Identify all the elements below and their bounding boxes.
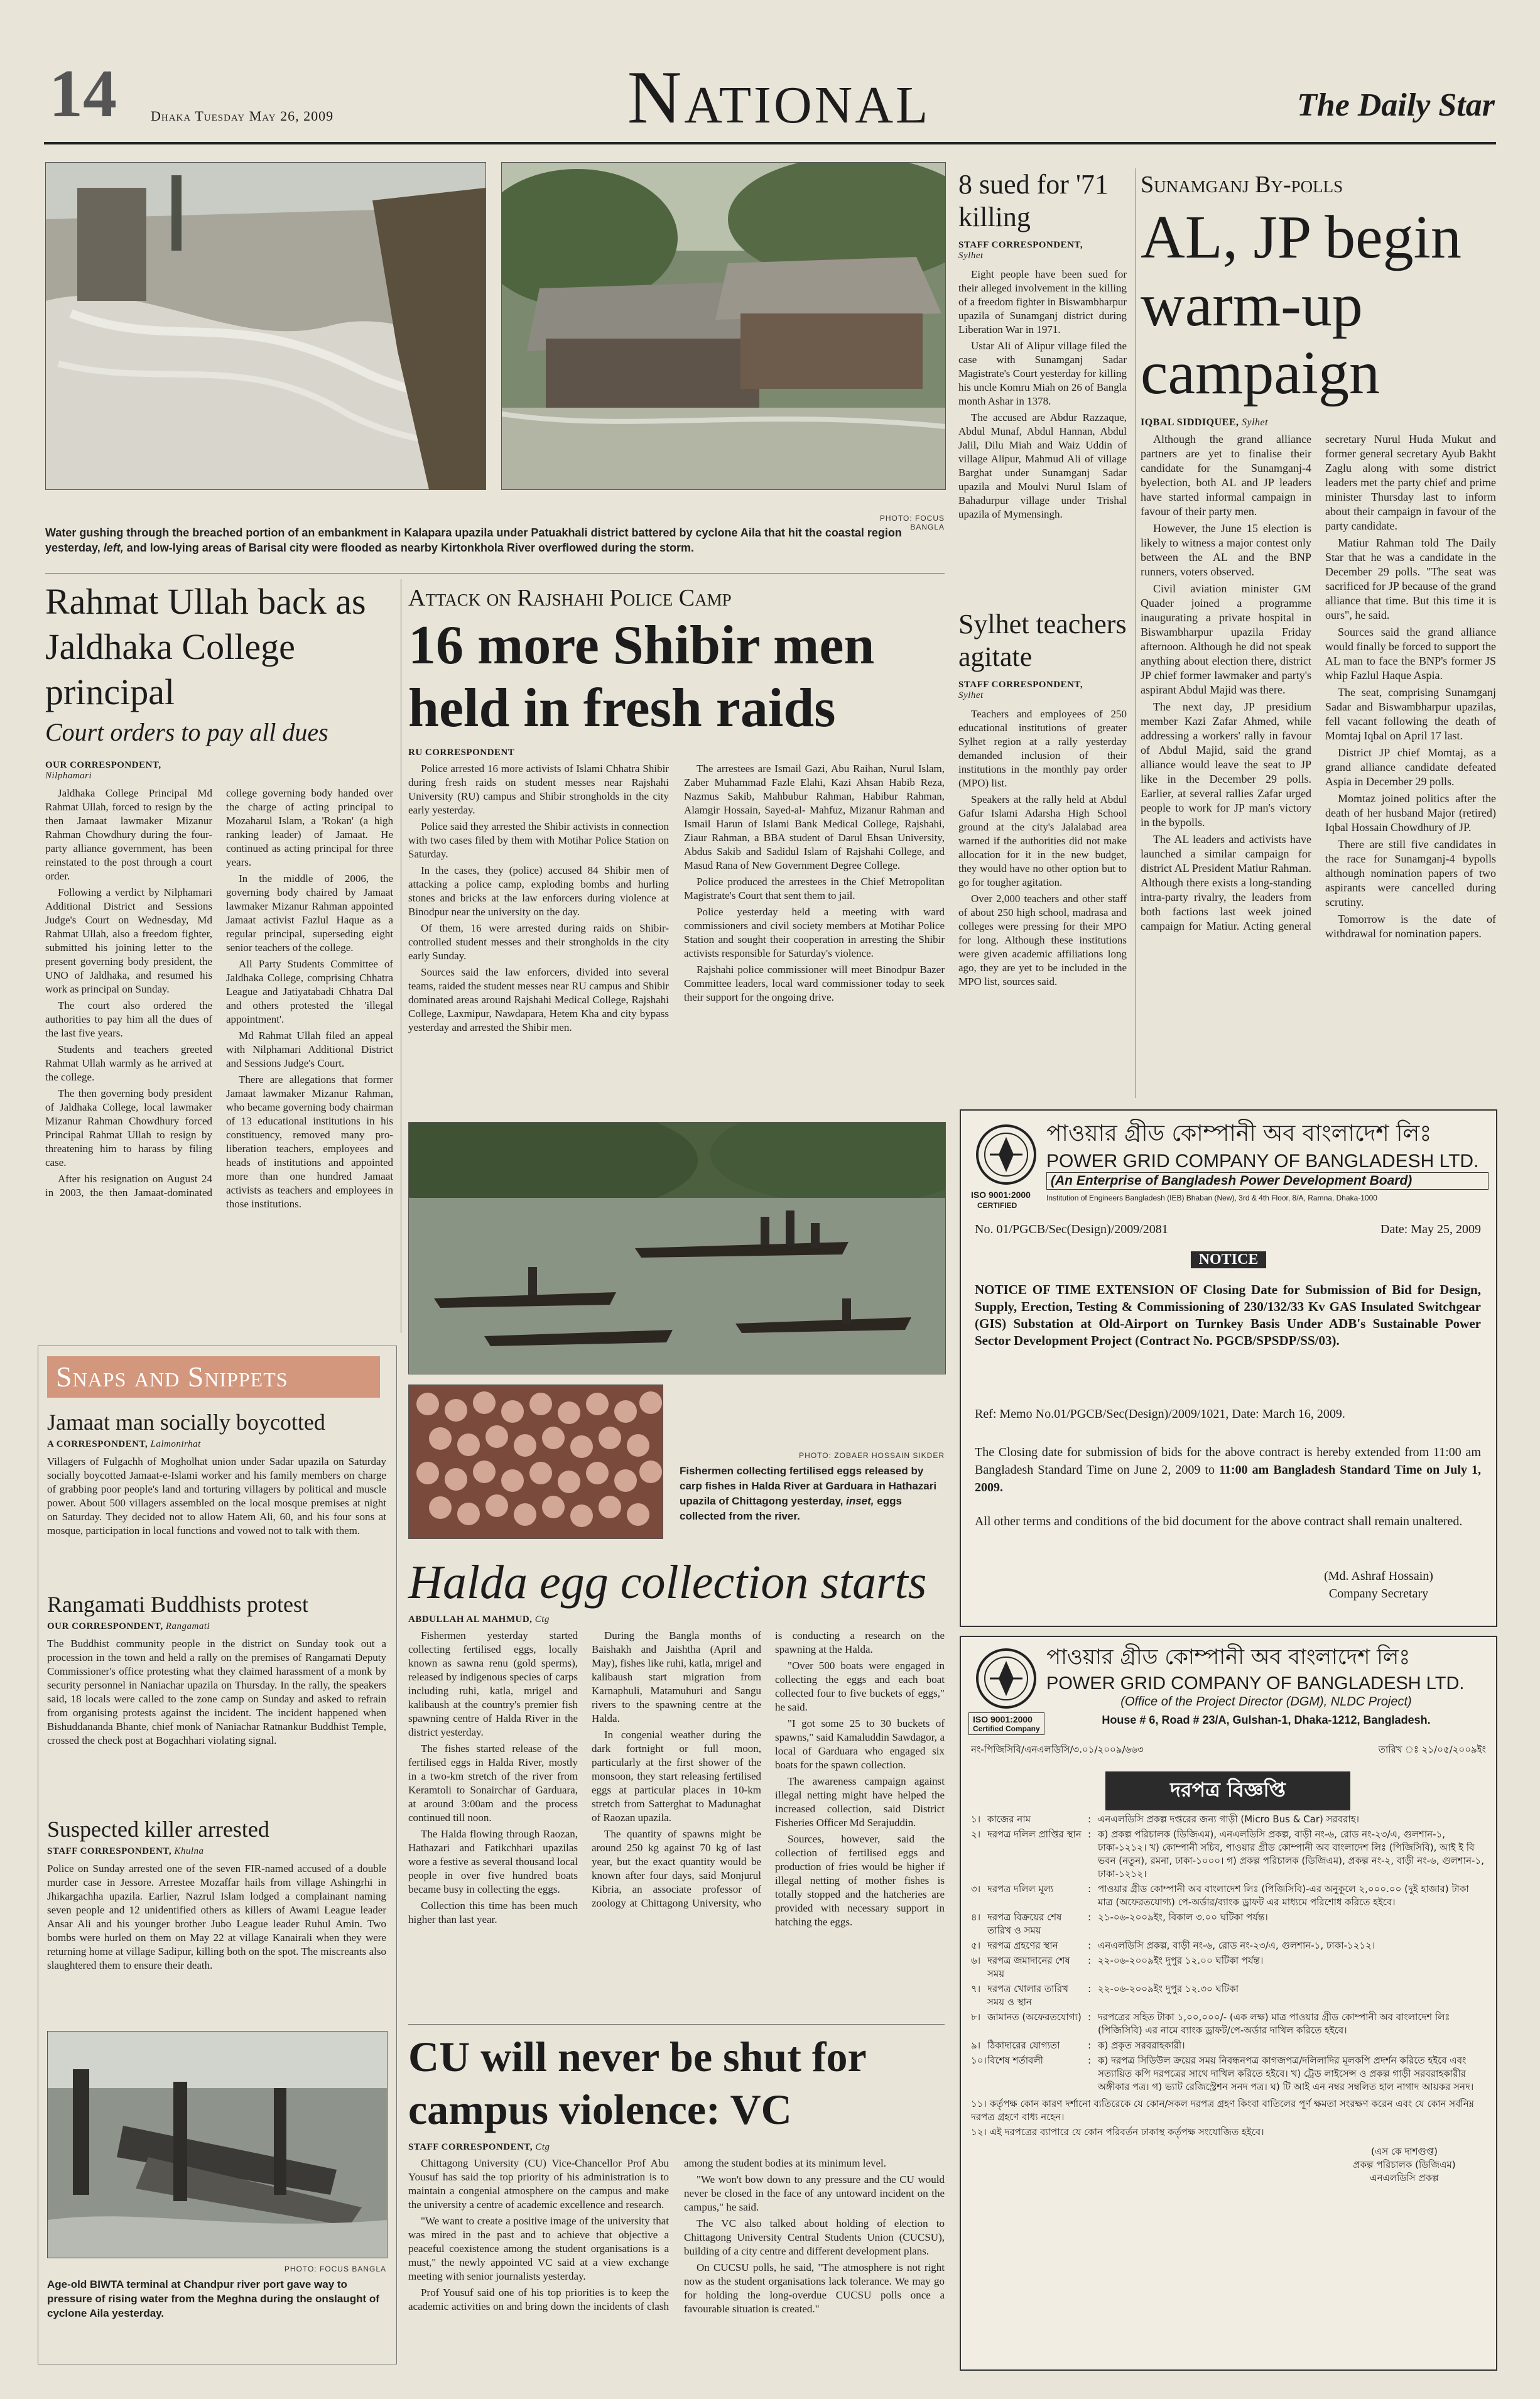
pgcb-closing	[975, 1444, 1481, 1496]
sunamganj-para: The AL leaders and activists have launched a similar campaign for district AL President Matiur Rahman. Although there exists a long-standing intra-party rivalry, the leaders from both factions last week joined campaign for Matiur. Acting general secretary Nurul Huda Mukut and former general secretary Ayub Bakht Zaglu along with some district leaders met the party chief and prime minister Thursday last to inform about their campaign in favour of the party candidate.	[1141, 433, 1496, 932]
shibir-para: Police yesterday held a meeting with ward commissioners and civil society members at Motihar Police Station and sought their cooperation in arresting the Shibir activists responsible for Saturday's violence.	[684, 906, 945, 959]
pgcb-tender-ad	[960, 1636, 1497, 2371]
cu-para: "We won't bow down to any pressure and the CU would never be closed in the face of any untoward incident on the campus," he said.	[684, 2173, 945, 2213]
tender-company: POWER GRID COMPANY OF BANGLADESH LTD.	[1046, 1673, 1465, 1694]
tender-signer-dept: এনএলডিসি প্রকল্প	[1370, 2172, 1439, 2184]
halda-para: Sources, however, said the collection of fertilised eggs and production of fries would be higher if illegal netting of mother fishes is totally stopped and the hatcheries are provided with necessary support in hatching the eggs.	[775, 1833, 945, 1928]
tender-signer: (এস কে দাশগুপ্ত)	[1371, 2146, 1438, 2157]
tender-date: তারিখ ঃ ২১/০৫/২০০৯ইং	[1378, 1744, 1486, 1755]
sued-byline: STAFF CORRESPONDENT, Sylhet	[958, 240, 1083, 261]
sunamganj-story	[1141, 171, 1496, 1101]
pgcb-iso: ISO 9001:2000	[971, 1190, 1031, 1200]
teachers-para: Speakers at the rally held at Abdul Gafur Islami Adarsha High School ground at the city's Jalalabad area warned if the authorities did not make allocation for it in the new budget, they would have no other option but to go for tougher agitation.	[958, 793, 1127, 888]
killer-byline: STAFF CORRESPONDENT, Khulna	[47, 1846, 204, 1856]
shibir-headline: 16 more Shibir men held in fresh raids	[408, 615, 875, 739]
pgcb-subject: NOTICE OF TIME EXTENSION OF Closing Date for Submission of Bid for Design, Supply, Erection, Testing & Commissioning of 230/132/33 Kv GAS Insulated Switchgear (GIS) Substation at Old-Airport on Turnkey Basis Under ADB's Sustainable Power Sector Development Project (Contract No. PGCB/SPSDP/SS/03).	[975, 1282, 1481, 1348]
pgcb-ref-memo: Ref: Memo No.01/PGCB/Sec(Design)/2009/1021, Date: March 16, 2009.	[975, 1407, 1345, 1421]
halda-photo-credit: PHOTO: ZOBAER HOSSAIN SIKDER	[799, 1451, 945, 1460]
shibir-para: In the cases, they (police) accused 84 Shibir men of attacking a police camp, exploding bombs and hurling stones and bricks at the law enforcers during violence at Binodpur near the university on the day.	[408, 864, 669, 918]
shibir-para: Police said they arrested the Shibir activists in connection with two cases filed by them with Motihar Police Station on Saturday.	[408, 820, 669, 860]
halda-para: In congenial weather during the dark fortnight or full moon, particularly at the first shower of the monsoon, they start releasing fertilised eggs at particular places in 10-km stretch from Satterghat to Madunaghat of Raozan upazila.	[592, 1729, 761, 1824]
rangamati-headline: Rangamati Buddhists protest	[47, 1592, 308, 1617]
sunamganj-kicker: Sunamganj By-polls	[1141, 171, 1343, 198]
rahmat-byline: OUR CORRESPONDENT, Nilphamari	[45, 760, 161, 781]
cu-headline: CU will never be shut for campus violence: VC	[408, 2033, 866, 2133]
boycott-body: Villagers of Fulgachh of Mogholhat union under Sadar upazila on Saturday socially boycotted Jamaat-e-Islami worker and his family members on charge of grabbing poor people's land and torturing villagers by political and muscle power. About 500 villagers assembled on the local mosque premises at night on Saturday. They decided not to allow Hatem Ali, 60, and his four sons at mosque, participation in local functions and vowed not to talk with them.	[47, 1455, 386, 1537]
ferry-terminal-image	[48, 2032, 387, 2258]
halda-byline: ABDULLAH AL MAHMUD, Ctg	[408, 1614, 550, 1624]
rahmat-para: All Party Students Committee of Jaldhaka College, comprising Chhatra League and Jatiyatabadi Chhatra Dal and others protested the 'illegal appointment'.	[226, 958, 393, 1025]
sunamganj-para: Sources said the grand alliance would finally be forced to support the AL man to face the BNP's former JS whip Fazlul Haque Aspia.	[1325, 626, 1496, 682]
teachers-body	[958, 707, 1127, 1047]
pgcb-notice-ad	[960, 1109, 1497, 1627]
tender-row: ২। দরপত্র দলিল প্রাপ্তির স্থান : ক) প্রকল্প পরিচালক (ডিজিএম), এনএলডিসি প্রকল্প, বাড়ী নং-৬, রোড নং-২৩/এ, গুলশান-১, ঢাকা-১২১২। খ) কোম্পানী সচিব, পাওয়ার গ্রীড কোম্পানী অব বাংলাদেশ লিঃ (পিজিসিবি), আই ই বি ভবন (নতুন), রমনা, ঢাকা-১০০০। গ) প্রকল্প পরিচালক (ডিজিএম), প্রকল্প নং-২, বাড়ী নং-৬, গুলশান-১, ঢাকা-১২১২।	[971, 1829, 1484, 1879]
pgcb-ref-no: No. 01/PGCB/Sec(Design)/2009/2081	[975, 1222, 1168, 1236]
shibir-para: The arrestees are Ismail Gazi, Abu Raihan, Nurul Islam, Zaber Muhammad Fazle Elahi, Kazi Ahsan Habib Reza, Nazmus Sakib, Mahbubur Rahman, Habibur Rahman, Alamgir Hossain, Sayed-al- Mahfuz, Mizanur Rahman and Ismail Harun of Islami Bank Medical College, Rajshahi, Ziaur Rahman, a BBA student of Darul Ehsan University, Abdus Sakib and Sadidul Islam of Rajshahi College, and Masud Rana of New Government Degree College.	[684, 763, 945, 871]
rahmat-para: The then governing body president of Jaldhaka College, local lawmaker Mizanur Rahman Chowdhury forced Principal Rahmat Ullah to resign by threatening him to harass by filing case.	[45, 1087, 212, 1168]
halda-story	[408, 1554, 945, 2019]
pgcb-iso-sub: CERTIFIED	[977, 1201, 1017, 1210]
pgcb-closing-lead: The Closing date for submission of bids for the above contract is hereby extended from 11:00 am Bangladesh Standard Time on June 2, 2009 to	[975, 1445, 1481, 1477]
section-rule	[45, 573, 945, 574]
pgcb-signer: (Md. Ashraf Hossain)	[1324, 1569, 1433, 1583]
tender-memo: নং-পিজিসিবি/এনএলডিসি/৩.০১/২০০৯/৬৬৩	[971, 1744, 1144, 1755]
masthead	[44, 57, 1496, 138]
rahmat-para: After his resignation on August 24 in 2003, the then Jamaat-dominated college governing body handed over the charge of acting principal to Mozaharul Islam, a 'Rokan' (a high ranking leader) of Jamaat. He continued as acting principal for three years.	[45, 787, 393, 1199]
rahmat-story	[45, 579, 393, 1339]
flood-houses-image	[502, 163, 945, 489]
halda-boats-photo	[408, 1122, 946, 1374]
pgcb-tender-logo	[975, 1647, 1038, 1710]
tender-footer-2: ১২। এই দরপত্রের ব্যাপারে যে কোন পরিবর্তন ঢাকাস্থ কর্তৃপক্ষ সংযোজিত হইবে।	[971, 2126, 1264, 2138]
cu-para: Prof Yousuf said one of his top priorities is to keep the academic activities on and bring down the incidents of clash among the student bodies at its minimum level.	[408, 2157, 887, 2312]
pgcb-other-terms: All other terms and conditions of the bid document for the above contract shall remain unaltered.	[975, 1515, 1463, 1528]
tender-address: House # 6, Road # 23/A, Gulshan-1, Dhaka-1212, Bangladesh.	[1102, 1714, 1431, 1726]
rangamati-byline: OUR CORRESPONDENT, Rangamati	[47, 1621, 210, 1631]
halda-caption-rest: eggs collected from the river.	[680, 1495, 902, 1522]
shibir-para: Police produced the arrestees in the Chief Metropolitan Magistrate's Court that sent them to jail.	[684, 876, 945, 901]
halda-headline: Halda egg collection starts	[408, 1556, 927, 1609]
tender-row: ১। কাজের নাম : এনএলডিসি প্রকল্প দপ্তরের জন্য গাড়ী (Micro Bus & Car) সরবরাহ।	[971, 1814, 1360, 1825]
ferry-photo-credit: PHOTO: FOCUS BANGLA	[284, 2265, 386, 2273]
tender-company-bn: পাওয়ার গ্রীড কোম্পানী অব বাংলাদেশ লিঃ	[1046, 1645, 1411, 1670]
rahmat-para: Jaldhaka College Principal Md Rahmat Ullah, forced to resign by the then Jamaat lawmaker Mizanur Rahman Chowdhury during the four-party alliance government, has been reinstated to the post through a court order.	[45, 787, 212, 882]
pgcb-signer-title: Company Secretary	[1328, 1587, 1429, 1601]
sunamganj-para: Momtaz joined politics after the death of her husband Major (retired) Iqbal Hossain Chowdhury of JP.	[1325, 792, 1496, 834]
sunamganj-para: The next day, JP presidium member Kazi Zafar Ahmed, while addressing a workers' rally in favour of Abdul Majid, said the grand alliance would leave the seat to JP like in the December 29 polls. Earlier, at several rallies Zafar urged people to work for JP man's victory in the bypolls.	[1141, 700, 1311, 829]
halda-photo-caption	[680, 1464, 945, 1524]
cu-para: "We want to create a positive image of the university that was mired in the past and to achieve that objective a peaceful coexistence among the student organisations is a must," the newly appointed VC said at a view exchange meeting with senior journalists yesterday.	[408, 2215, 669, 2282]
shibir-para: Rajshahi police commissioner will meet Binodpur Bazer Committee leaders, local ward commissioner today to seek their support for the ongoing drive.	[684, 964, 945, 1003]
tender-table	[971, 1813, 1486, 2185]
tender-row: ৪। দরপত্র বিক্রয়ের শেষ তারিখ ও সময় : ২১-০৬-২০০৯ইং, বিকাল ৩.০০ ঘটিকা পর্যন্ত।	[971, 1912, 1268, 1936]
sued-para: The accused are Abdur Razzaque, Abdul Munaf, Abdul Hannan, Abdul Jalil, Dilu Miah and Waiz Uddin of village Alipur, Mahmud Ali of village Barghat under Sunamganj Sadar upazila and Moulvi Nurul Islam of Bahadurpur village under Trishal upazila of Mymensingh.	[958, 411, 1127, 520]
ferry-terminal-photo	[47, 2031, 388, 2258]
halda-para: "I got some 25 to 30 buckets of spawns," said Kamaluddin Sawdagor, a local of Garduara who engaged six boats for the spawn collection.	[775, 1717, 945, 1771]
sued-headline: 8 sued for '71 killing	[958, 169, 1109, 232]
sunamganj-headline: AL, JP begin warm-up campaign	[1141, 204, 1461, 407]
pgcb-company-bn: পাওয়ার গ্রীড কোম্পানী অব বাংলাদেশ লিঃ	[1046, 1121, 1432, 1146]
sunamganj-para: District JP chief Momtaj, as a grand alliance candidate defeated Aspia in December 29 polls.	[1325, 746, 1496, 788]
tender-row: ১০। বিশেষ শর্তাবলী : ক) দরপত্র সিডিউল ক্রয়ের সময় নিবন্ধনপত্র কাগজপত্র/দলিলাদির মূলকপি প্রদর্শন করিতে হইবে এবং সত্যায়িত কপি দরপত্রের সাথে দাখিল করিতে হইবে। খ) ট্রেড লাইসেন্স ও প্রকল্প গাড়ী সরবরাহকারীর অঙ্গীকার পত্র। গ) ভ্যাট রেজিস্ট্রেশন সনদ পত্র। ঘ) টি আই এন নম্বর সম্বলিত হাল নাগাদ আয়কর সনদ।	[971, 2055, 1474, 2092]
shibir-para: Police arrested 16 more activists of Islami Chhatra Shibir during fresh raids on student messes near Rajshahi University (RU) campus and Shibir strongholds in the city early yesterday.	[408, 763, 669, 816]
tender-iso	[968, 1712, 1044, 1735]
cu-para: Chittagong University (CU) Vice-Chancellor Prof Abu Yousuf has said the top priority of his administration is to maintain a congenial atmosphere on the campus and make the university a centre of academic excellence and research.	[408, 2157, 669, 2211]
shibir-para: Sources said the law enforcers, divided into several teams, raided the student messes near RU campus and Shibir dominated areas around Rajshahi Medical College, Rajshahi College, Laxmipur, Nawdapara, Hetem Kha and city bypass yesterday and arrested the Shibir men.	[408, 966, 669, 1033]
sued-para: Eight people have been sued for their alleged involvement in the killing of a freedom fighter in Biswambharpur upazila of Sunamganj district during Liberation War in 1971.	[958, 268, 1127, 335]
flood-houses-photo	[501, 162, 946, 490]
cu-para: On CUCSU polls, he said, "The atmosphere is not right now as the student organisations lack tolerance. We may go for holding the long-overdue CUCSU polls once a favourable situation is created."	[684, 2261, 945, 2315]
top-photo-caption	[45, 525, 945, 555]
snaps-box	[38, 1346, 397, 2364]
halda-para: During the Bangla months of Baishakh and Jaishtha (April and May), fishes like ruhi, katla, mrigel and kalibaush start migration from Karnaphuli, Matamuhuri and Sangu rivers to the spawning centre at the Halda.	[592, 1629, 761, 1724]
tender-signer-block	[1323, 2145, 1486, 2185]
teachers-byline: STAFF CORRESPONDENT, Sylhet	[958, 680, 1083, 700]
sunamganj-para: However, the June 15 election is likely to witness a major contest only between the AL and the BNP runners, voters observed.	[1141, 522, 1311, 578]
dateline: Dhaka Tuesday May 26, 2009	[151, 108, 334, 124]
cu-body	[408, 2157, 945, 2345]
halda-caption-lead: Fishermen collecting fertilised eggs released by carp fishes in Halda River at Garduara in Hathazari upazila of Chittagong yesterday,	[680, 1465, 937, 1507]
top-caption-lead: Water gushing through the breached portion of an embankment in Kalapara upazila under Patuakhali district battered by cyclone Aila that hit the coastal region yesterday,	[45, 526, 902, 554]
sued-para: Ustar Ali of Alipur village filed the case with Sunamganj Sadar Magistrate's Court yesterday for killing his uncle Komru Miah on 26 of Bangla month Ashar in 1378.	[958, 340, 1127, 407]
cu-byline: STAFF CORRESPONDENT, Ctg	[408, 2142, 550, 2152]
rahmat-para: Following a verdict by Nilphamari Additional District and Sessions Judge's Court on Wednesday, Md Rahmat Ullah, also a freedom fighter, submitted his joining letter to the present governing body president, the UNO of Jaldhaka, and resumed his work as principal on Sunday.	[45, 886, 212, 995]
pgcb-notice-title: NOTICE	[1191, 1251, 1266, 1268]
page-number: 14	[49, 57, 117, 131]
rahmat-para: The court also ordered the authorities to pay him all the dues of the last five years.	[45, 999, 212, 1039]
section-title: National	[627, 55, 931, 139]
pgcb-date: Date: May 25, 2009	[1380, 1222, 1481, 1236]
halda-boats-image	[409, 1123, 945, 1374]
embankment-image	[46, 163, 485, 489]
tender-title: দরপত্র বিজ্ঞপ্তি	[1105, 1771, 1350, 1810]
shibir-kicker: Attack on Rajshahi Police Camp	[408, 585, 732, 611]
snaps-banner	[47, 1356, 380, 1398]
fish-eggs-image	[409, 1385, 663, 1538]
rahmat-headline: Rahmat Ullah back as Jaldhaka College principal	[45, 581, 366, 712]
ferry-photo-caption: Age-old BIWTA terminal at Chandpur river port gave way to pressure of rising water from the Meghna during the onslaught of cyclone Aila yesterday.	[47, 2278, 379, 2319]
rahmat-para: In the middle of 2006, the governing body chaired by Jamaat lawmaker Mizanur Rahman appointed Jamaat activist Fazlul Haque as a regular principal, superseding eight senior teachers of the college.	[226, 873, 393, 954]
sunamganj-para: Matiur Rahman told The Daily Star that he was a candidate in the December 29 polls. "The seat was sacrificed for JP because of the grand alliance that time. But this time it is ours", he said.	[1325, 536, 1496, 621]
tender-office: (Office of the Project Director (DGM), NLDC Project)	[1120, 1695, 1412, 1709]
halda-body	[408, 1629, 945, 2006]
sued-body	[958, 268, 1127, 594]
pgcb-logo	[975, 1123, 1038, 1186]
teachers-story	[958, 608, 1127, 1085]
rangamati-body: The Buddhist community people in the district on Sunday took out a procession in the town and held a rally on the premises of Rangamati Deputy Commissioner's office protesting what they claimed harassment of a monk by security personnel in Naniachar upazila on Thursday. In the rally, the speakers said, 18 locals were called to the zone camp on Sunday and asked to refrain from organising protests against the incident. The incident happened when Bishuddananda Bhante, chief monk of Naniachar Ratnankur Buddhist Temple, crossed the check post at Bogachhari violating signal.	[47, 1638, 386, 1746]
tender-row: ৯। ঠিকাদারের যোগ্যতা : ক) প্রকৃত সরবরাহকারী।	[971, 2040, 1185, 2051]
pgcb-closing-bold: 11:00 am Bangladesh Standard Time on July 1, 2009.	[975, 1463, 1482, 1494]
pgcb-company: POWER GRID COMPANY OF BANGLADESH LTD.	[1046, 1151, 1479, 1172]
embankment-photo	[45, 162, 486, 490]
tender-row: ৭। দরপত্র খোলার তারিখ সময় ও স্থান : ২২-০৬-২০০৯ইং দুপুর ১২.৩০ ঘটিকা	[971, 1983, 1239, 2008]
cu-story	[408, 2030, 945, 2369]
halda-caption-inset: inset,	[846, 1495, 874, 1507]
killer-headline: Suspected killer arrested	[47, 1817, 269, 1842]
halda-eggs-inset	[408, 1384, 663, 1539]
rahmat-body	[45, 786, 393, 1339]
teachers-headline: Sylhet teachers agitate	[958, 609, 1127, 672]
tender-signer-title: প্রকল্প পরিচালক (ডিজিএম)	[1353, 2159, 1456, 2170]
sunamganj-body	[1141, 432, 1496, 1060]
top-caption-rest: and low-lying areas of Barisal city were flooded as nearby Kirtonkhola River overflowed during the storm.	[126, 541, 694, 554]
pgcb-tender-logo-icon	[975, 1647, 1038, 1710]
killer-body: Police on Sunday arrested one of the seven FIR-named accused of a double murder case in Jessore. Arrestee Mozaffar hails from village Ashingrhi in Jhikargachha upazila. Earlier, Nazrul Islam lodged a complainant naming seven people and 12 unidentified others as killers of Awami League leader Ansar Ali and his younger brother Jubo League leader Ruhul Amin. Two bombs were hurled on them on May 22 at village Kanairali when they were returning home at village Sadipur, killing both on the spot. The miscreants also slaughtered them to ensure their death.	[47, 1863, 386, 1971]
halda-para: Fishermen yesterday started collecting fertilised eggs, locally known as sawna renu (gold sperms), released by indigenous species of carps including ruhi, katla, mrigel and kalibaush at the country's premier fish spawning centre of Halda River in the district yesterday.	[408, 1629, 578, 1738]
sunamganj-para: Civil aviation minister GM Quader joined a programme inaugurating a private hospital in Biswambharpur upazila Friday afternoon. Although he did not speak anything about election there, district JP chief former lawmaker and party's aspirant Abdul Majid was there.	[1141, 582, 1311, 696]
pgcb-address: Institution of Engineers Bangladesh (IEB) Bhaban (New), 3rd & 4th Floor, 8/A, Ramna, Dhaka-1000	[1046, 1194, 1377, 1202]
rahmat-para: There are allegations that former Jamaat lawmaker Mizanur Rahman, who became governing body chairman of 13 educational institutions in his constituency, removed many pro-liberation teachers, employees and heads of institutions and appointed more than one hundred Jamaat activists as teachers and employees in those institutions.	[226, 1074, 393, 1210]
tender-row: ৩। দরপত্র দলিল মূল্য : পাওয়ার গ্রীড কোম্পানী অব বাংলাদেশ লিঃ (পিজিসিবি)-এর অনুকূলে ২,০০০.০০ (দুই হাজার) টাকা মাত্র (অফেরতযোগ্য) পে-অর্ডার/ব্যাংক ড্রাফট এর মাধ্যমে পরিশোধ করিতে হইবে।	[971, 1883, 1469, 1908]
sunamganj-para: The seat, comprising Sunamganj Sadar and Biswambharpur upazilas, fell vacant following the death of Momtaj Iqbal on April 17 last.	[1325, 686, 1496, 742]
sunamganj-byline: IQBAL SIDDIQUEE, Sylhet	[1141, 417, 1269, 428]
tender-row: ৮। জামানত (অফেরতযোগ্য) : দরপত্রের সহিত টাকা ১,০০,০০০/- (এক লক্ষ) মাত্র পাওয়ার গ্রীড কোম্পানী অব বাংলাদেশ লিঃ (পিজিসিবি) এর নামে ব্যাংক ড্রাফট/পে-অর্ডার দাখিল করিতে হইবে।	[971, 2011, 1450, 2036]
halda-para: The awareness campaign against illegal netting might have helped the increased collection, said District Fisheries Officer Md Serajuddin.	[775, 1775, 945, 1829]
boycott-headline: Jamaat man socially boycotted	[47, 1410, 325, 1435]
halda-para: The Halda flowing through Raozan, Hathazari and Fatikchhari upazilas wore a festive as several thousand local people in over five hundred boats became busy in collecting the eggs.	[408, 1828, 578, 1895]
tender-row: ৬। দরপত্র জমাদানের শেষ সময় : ২২-০৬-২০০৯ইং দুপুর ১২.০০ ঘটিকা পর্যন্ত।	[971, 1955, 1264, 1979]
shibir-para: Of them, 16 were arrested during raids on Shibir-controlled student messes and their strongholds in the city early Sunday.	[408, 922, 669, 962]
rahmat-para: Md Rahmat Ullah filed an appeal with Nilphamari Additional District and Sessions Judge's Court.	[226, 1030, 393, 1069]
boycott-byline: A CORRESPONDENT, Lalmonirhat	[47, 1439, 201, 1449]
snaps-banner-label: Snaps and Snippets	[56, 1361, 288, 1393]
halda-para: "Over 500 boats were engaged in collecting the eggs and each boat collected four to five buckets of eggs," he said.	[775, 1660, 945, 1713]
masthead-rule	[44, 142, 1496, 144]
shibir-story	[408, 584, 945, 1112]
halda-para: Collection this time has been much higher than last year.	[408, 1900, 578, 1925]
tender-footer-1: ১১। কর্তৃপক্ষ কোন কারণ দর্শানো ব্যতিরেকে যে কোন/সকল দরপত্র গ্রহণ কিংবা বাতিলের পূর্ণ ক্ষমতা সংরক্ষণ করেন এবং যে কোন সর্বনিম্ন দরপত্র গ্রহণে বাধ্য নহেন।	[971, 2098, 1474, 2123]
teachers-para: Teachers and employees of 250 educational institutions of greater Sylhet region at a rally yesterday demanded inclusion of their institutions in the monthly pay order (MPO) list.	[958, 708, 1127, 789]
pgcb-logo-icon	[975, 1123, 1038, 1186]
top-caption-inset: left,	[103, 541, 124, 554]
tender-iso-label: ISO 9001:2000	[973, 1714, 1033, 1724]
rahmat-para: Students and teachers greeted Rahmat Ullah warmly as he arrived at the college.	[45, 1043, 212, 1083]
tender-row: ৫। দরপত্র গ্রহণের স্থান : এনএলডিসি প্রকল্প, বাড়ী নং-৬, রোড নং-২৩/এ, গুলশান-১, ঢাকা-১২১২।	[971, 1940, 1375, 1951]
halda-para: The fishes started release of the fertilised eggs in Halda River, mostly in a two-km stretch of the river from Keramtoli to Sonairchar of Garduara, at around 3:00am and the process continued till noon.	[408, 1743, 578, 1824]
teachers-para: Over 2,000 teachers and other staff of about 250 high school, madrasa and colleges were pressing for their MPO for long. Although these institutions were given academic affiliations long ago, they are yet to be included in the MPO list, sources said.	[958, 893, 1127, 987]
cu-para: The VC also talked about holding of election to Chittagong University Central Students Union (CUCSU), building of a city centre and different development plans.	[684, 2217, 945, 2257]
sued-story	[958, 168, 1127, 589]
shibir-body	[408, 762, 945, 1101]
section-rule	[408, 2024, 945, 2025]
sunamganj-para: Although the grand alliance partners are yet to finalise their candidate for the Sunamganj-4 byelection, both AL and JP leaders have started informal campaign in favour of their party men.	[1141, 433, 1311, 518]
halda-para: The quantity of spawns might be around 250 kg against 70 kg of last year, but the exact quantity would be known after four days, said Monjurul Kibria, an associate professor of zoology at Chittagong University, who is conducting a research on the spawning at the Halda.	[592, 1629, 945, 1909]
pgcb-tagline: (An Enterprise of Bangladesh Power Development Board)	[1046, 1172, 1488, 1190]
sunamganj-para: There are still five candidates in the race for Sunamganj-4 bypolls although nomination papers of two aspirants were cancelled during scrutiny.	[1325, 838, 1496, 908]
paper-logo: The Daily Star	[1297, 87, 1495, 123]
top-photo-credit: PHOTO: FOCUS BANGLA	[879, 514, 945, 531]
tender-iso-sub: Certified Company	[973, 1724, 1040, 1733]
shibir-byline: RU CORRESPONDENT	[408, 748, 515, 758]
rahmat-subhead: Court orders to pay all dues	[45, 718, 328, 746]
sunamganj-para: Tomorrow is the date of withdrawal for nomination papers.	[1325, 913, 1496, 940]
